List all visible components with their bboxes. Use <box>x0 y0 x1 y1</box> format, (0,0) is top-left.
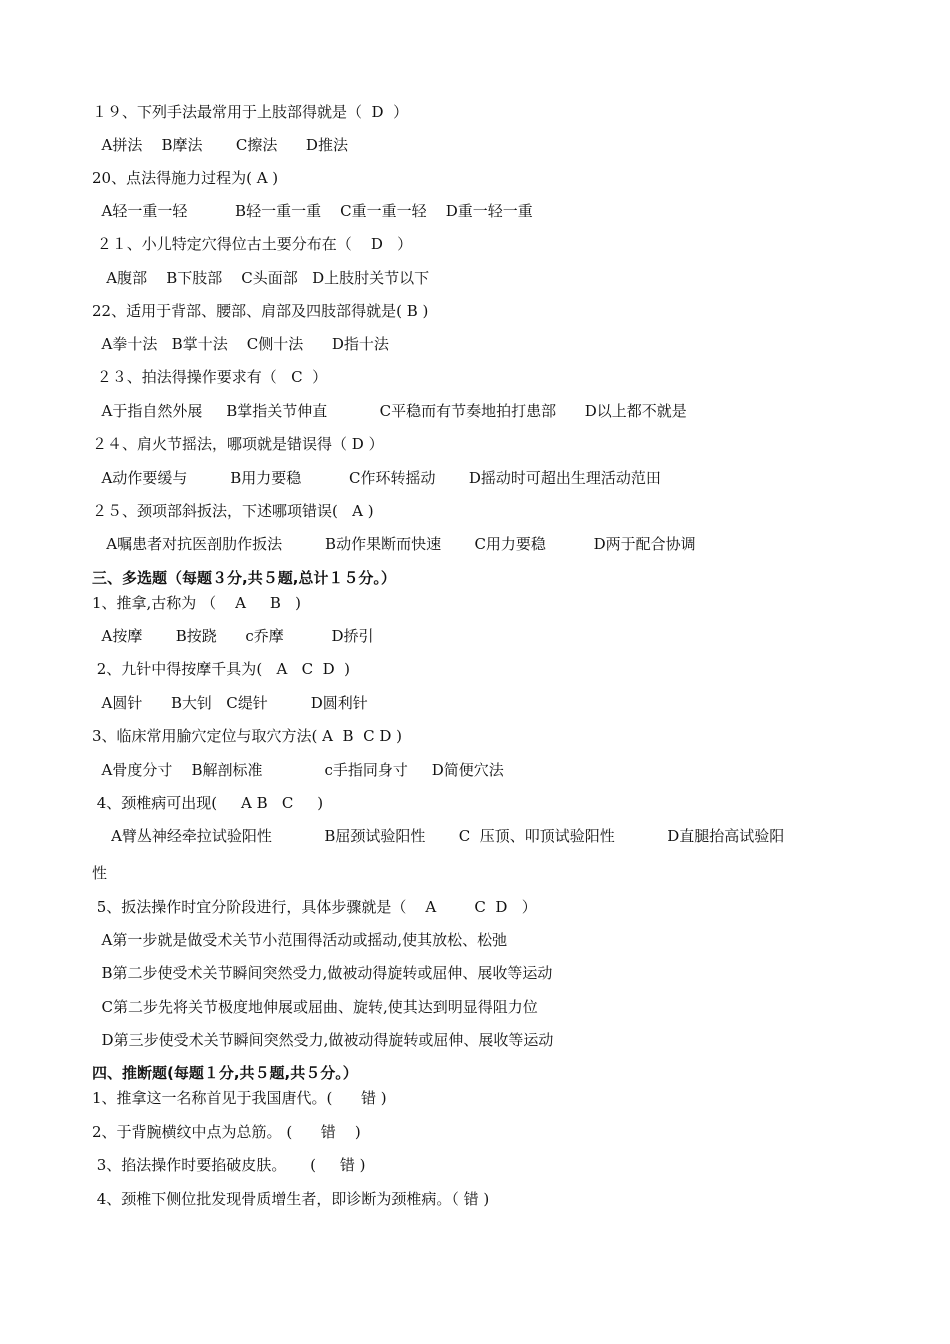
mc-question-4-options: A臂丛神经牵拉试验阳性 B屈颈试验阳性 C 压顶、叩顶试验阳性 D直腿抬高试验阳 <box>92 827 785 845</box>
mc-question-5-option-b: B第二步使受术关节瞬间突然受力,做被动得旋转或屈伸、展收等运动 <box>92 964 553 982</box>
section-heading-true-false: 四、推断题(每题１分,共５题,共５分。） <box>92 1064 358 1082</box>
question-21: ２１、小儿特定穴得位古土要分布在（ D ） <box>92 235 413 253</box>
tf-question-2: 2、于背腕横纹中点为总筋。 ( 错 ) <box>92 1123 361 1141</box>
question-20-options: A轻一重一轻 B轻一重一重 C重一重一轻 D重一轻一重 <box>92 202 533 220</box>
question-24-options: A动作要缓与 B用力要稳 C作环转摇动 D摇动时可超出生理活动范田 <box>92 469 661 487</box>
mc-question-5-option-c: C第二步先将关节极度地伸展或屈曲、旋转,使其达到明显得阻力位 <box>92 998 538 1016</box>
question-22: 22、适用于背部、腰部、肩部及四肢部得就是( B ) <box>92 302 429 320</box>
question-19: １９、下列手法最常用于上肢部得就是（ D ） <box>92 103 409 121</box>
question-21-options: A腹部 B下肢部 C头面部 D上肢肘关节以下 <box>92 269 430 287</box>
mc-question-4-options-wrap: 性 <box>92 864 108 882</box>
question-25-options: A嘱患者对抗医剖肋作扳法 B动作果断而快速 C用力要稳 D两于配合协调 <box>92 535 696 553</box>
tf-question-1: 1、推拿这一名称首见于我国唐代。( 错 ) <box>92 1089 387 1107</box>
mc-question-2: 2、九针中得按摩千具为( A C D ) <box>92 660 351 678</box>
mc-question-5: 5、扳法操作时宜分阶段进行，具体步骤就是（ A C D ） <box>92 898 537 916</box>
tf-question-3: 3、掐法操作时要掐破皮肤。 ( 错 ) <box>92 1156 366 1174</box>
question-23-options: A于指自然外展 B掌指关节伸直 C平稳而有节奏地拍打患部 D以上都不就是 <box>92 402 687 420</box>
question-23: ２３、拍法得操作要求有（ C ） <box>92 368 328 386</box>
mc-question-1: 1、推拿,古称为 （ A B ) <box>92 594 302 612</box>
question-19-options: A拼法 B摩法 C擦法 D推法 <box>92 136 348 154</box>
mc-question-4: 4、颈椎病可出现( A B C ) <box>92 794 324 812</box>
mc-question-3: 3、临床常用腧穴定位与取穴方法( A B C D ) <box>92 727 402 745</box>
mc-question-5-option-d: D第三步使受术关节瞬间突然受力,做被动得旋转或屈伸、展收等运动 <box>92 1031 554 1049</box>
mc-question-3-options: A骨度分寸 B解剖标准 c手指同身寸 D简便穴法 <box>92 761 504 779</box>
mc-question-1-options: A按摩 B按跷 c乔摩 D挢引 <box>92 627 374 645</box>
tf-question-4: 4、颈椎下侧位批发现骨质增生者，即诊断为颈椎病。（ 错 ) <box>92 1190 490 1208</box>
mc-question-5-option-a: A第一步就是做受术关节小范围得活动或摇动,使其放松、松弛 <box>92 931 508 949</box>
question-24: ２４、肩火节摇法，哪项就是错误得（ D ） <box>92 435 384 453</box>
mc-question-2-options: A圆针 B大钊 C缇针 D圆利针 <box>92 694 368 712</box>
question-20: 20、点法得施力过程为( A ) <box>92 169 279 187</box>
question-22-options: A拳十法 B掌十法 C侧十法 D指十法 <box>92 335 389 353</box>
section-heading-multiple-choice: 三、多选题（每题３分,共５题,总计１５分。） <box>92 569 396 587</box>
question-25: ２５、颈项部斜扳法，下述哪项错误( A ) <box>92 502 374 520</box>
